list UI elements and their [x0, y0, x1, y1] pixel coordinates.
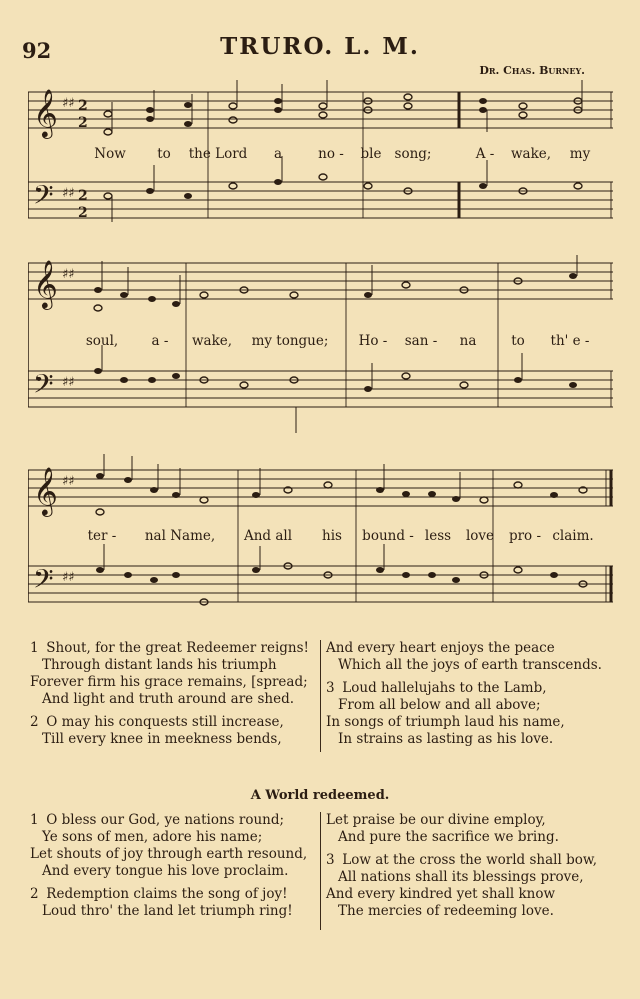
lyrics-line-1	[28, 146, 613, 164]
lyrics-line-2	[28, 333, 613, 351]
lyric-syllable: And all	[243, 528, 293, 544]
verse-line: And every heart enjoys the peace	[326, 640, 555, 656]
lyric-syllable: pro -	[508, 528, 542, 544]
lyric-syllable: nal Name,	[144, 528, 216, 544]
verse-line: From all below and all above;	[338, 697, 541, 713]
verse-line: 3 Loud hallelujahs to the Lamb,	[326, 680, 547, 696]
lyric-syllable: to	[511, 333, 525, 349]
verse-line: Let shouts of joy through earth resound,	[30, 846, 308, 862]
verse-line: And every tongue his love proclaim.	[42, 863, 289, 879]
lyric-syllable: his	[322, 528, 342, 544]
lyric-syllable: a	[273, 146, 283, 162]
verse-line: 3 Low at the cross the world shall bow,	[326, 852, 598, 868]
lyric-syllable: Now	[94, 146, 126, 162]
svg-text:♯♯: ♯♯	[62, 474, 75, 489]
hymn-1-right-column	[326, 640, 602, 754]
column-divider	[320, 640, 321, 752]
svg-text:♯♯: ♯♯	[62, 267, 75, 282]
svg-text:♯♯: ♯♯	[62, 570, 75, 585]
verse-2-continued	[326, 812, 597, 846]
verse-line: And every kindred yet shall know	[326, 886, 556, 902]
lyric-syllable: claim.	[552, 528, 594, 544]
verse-line: In songs of triumph laud his name,	[326, 714, 565, 730]
verse-line: Loud thro' the land let triumph ring!	[42, 903, 293, 919]
verse-line: All nations shall its blessings prove,	[338, 869, 584, 885]
composer-credit: Dr. Chas. Burney.	[479, 64, 585, 77]
lyric-syllable: song;	[394, 146, 432, 162]
svg-text:𝄢: 𝄢	[33, 179, 54, 217]
svg-text:𝄢: 𝄢	[33, 368, 54, 406]
svg-text:𝄢: 𝄢	[33, 563, 54, 601]
lyric-syllable: ble	[360, 146, 382, 162]
lyric-syllable: wake,	[510, 146, 552, 162]
lyric-syllable: A -	[475, 146, 495, 162]
lyric-syllable: na	[459, 333, 477, 349]
lyric-syllable: san -	[404, 333, 438, 349]
svg-text:♯♯: ♯♯	[62, 186, 75, 201]
section-title: A World redeemed.	[250, 788, 390, 803]
verse-line: Forever firm his grace remains, [spread;	[30, 674, 308, 690]
verse-2-continued	[326, 640, 602, 674]
lyric-syllable: less	[424, 528, 452, 544]
verse-1	[30, 812, 307, 880]
verse-line: Till every knee in meekness bends,	[42, 731, 282, 747]
page-number: 92	[22, 38, 52, 63]
hymn-title: TRURO. L. M.	[220, 33, 420, 60]
lyric-syllable: my	[569, 146, 591, 162]
lyric-syllable: no -	[318, 146, 344, 162]
lyric-syllable: my tongue;	[251, 333, 329, 349]
lyric-syllable: th' e -	[550, 333, 590, 349]
verse-line: And light and truth around are shed.	[42, 691, 295, 707]
verse-line: 1 Shout, for the great Redeemer reigns!	[30, 640, 309, 656]
verse-line: Through distant lands his triumph	[42, 657, 277, 673]
lyric-syllable: bound -	[362, 528, 414, 544]
verse-3	[326, 680, 602, 748]
verse-line: The mercies of redeeming love.	[338, 903, 554, 919]
verse-2	[30, 886, 307, 920]
lyric-syllable: the Lord	[188, 146, 248, 162]
verse-line: Which all the joys of earth transcends.	[338, 657, 602, 673]
verse-line: Let praise be our divine employ,	[326, 812, 546, 828]
lyric-syllable: soul,	[85, 333, 119, 349]
verse-line: 2 O may his conquests still increase,	[30, 714, 284, 730]
lyric-syllable: Ho -	[358, 333, 388, 349]
svg-text:𝄞: 𝄞	[33, 466, 58, 515]
verse-line: 2 Redemption claims the song of joy!	[30, 886, 288, 902]
verse-2	[30, 714, 309, 748]
svg-text:2: 2	[78, 98, 88, 114]
lyrics-line-3	[28, 528, 613, 546]
verse-3	[326, 852, 597, 920]
column-divider	[320, 812, 321, 930]
hymn-2-right-column	[326, 812, 597, 926]
lyric-syllable: to	[157, 146, 171, 162]
lyric-syllable: wake,	[191, 333, 233, 349]
svg-text:2: 2	[78, 188, 88, 204]
svg-text:2: 2	[78, 115, 88, 131]
svg-text:2: 2	[78, 205, 88, 221]
verse-line: And pure the sacrifice we bring.	[338, 829, 559, 845]
verse-1	[30, 640, 309, 708]
svg-text:♯♯: ♯♯	[62, 96, 75, 111]
verse-line: Ye sons of men, adore his name;	[42, 829, 263, 845]
hymn-1-left-column	[30, 640, 309, 754]
svg-text:𝄞: 𝄞	[33, 259, 58, 308]
svg-text:𝄞: 𝄞	[33, 88, 58, 137]
verse-line: In strains as lasting as his love.	[338, 731, 554, 747]
lyric-syllable: ter -	[87, 528, 117, 544]
lyric-syllable: love	[465, 528, 495, 544]
svg-text:♯♯: ♯♯	[62, 375, 75, 390]
lyric-syllable: a -	[151, 333, 169, 349]
verse-line: 1 O bless our God, ye nations round;	[30, 812, 285, 828]
hymn-2-left-column	[30, 812, 307, 926]
